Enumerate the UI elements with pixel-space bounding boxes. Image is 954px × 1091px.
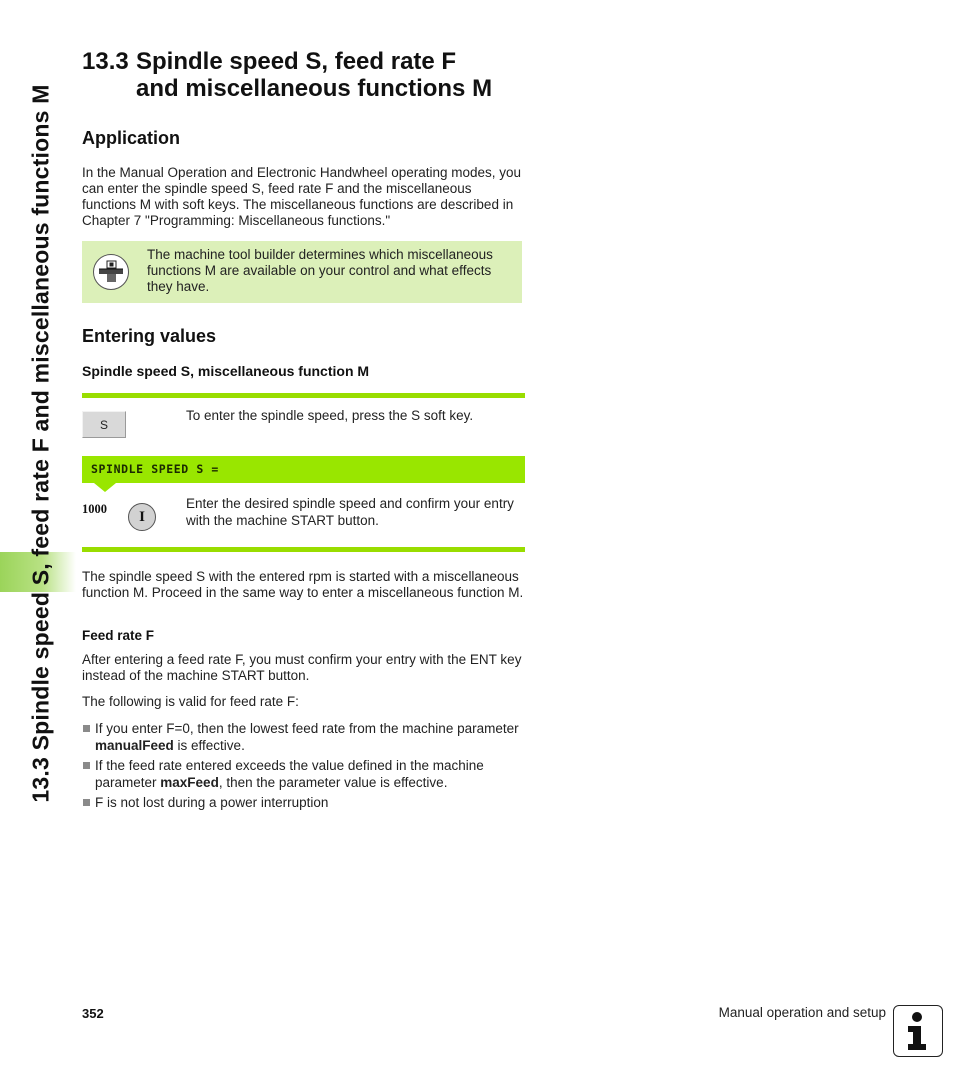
list-item: F is not lost during a power interruption — [82, 794, 527, 811]
list-item: If the feed rate entered exceeds the value defined in the machine parameter maxFeed, then the parameter value is effective. — [82, 757, 527, 791]
table-top-rule — [82, 393, 525, 398]
feed-rate-heading: Feed rate F — [82, 628, 155, 643]
s-softkey[interactable]: S — [82, 411, 126, 438]
application-body: In the Manual Operation and Electronic Handwheel operating modes, you can enter the spindle speed S, feed rate F and the miscellaneous functions M with soft keys. The miscellaneous functions are described in Chapter 7 "Programming: Miscellaneous functions." — [82, 165, 522, 228]
entering-values-heading: Entering values — [82, 326, 217, 346]
spindle-subheading: Spindle speed S, miscellaneous function M — [82, 363, 370, 379]
footer-section-title: Manual operation and setup — [718, 1005, 886, 1020]
section-number: 13.3 — [82, 48, 129, 75]
step-1-text: To enter the spindle speed, press the S soft key. — [186, 408, 474, 423]
page-title — [82, 48, 492, 102]
manufacturer-note — [82, 241, 522, 303]
bullet-square-icon — [83, 725, 90, 732]
spindle-value: 1000 — [82, 502, 107, 516]
bullet-square-icon — [83, 799, 90, 806]
feed-rate-valid: The following is valid for feed rate F: — [82, 694, 299, 709]
note-text: The machine tool builder determines which miscellaneous functions M are available on your control and what effects they have. — [147, 247, 493, 294]
page-number: 352 — [82, 1006, 104, 1021]
info-icon — [893, 1005, 943, 1057]
bullet-square-icon — [83, 762, 90, 769]
title-line-2: and miscellaneous functions M — [136, 75, 493, 102]
title-line-1: Spindle speed S, feed rate F — [136, 48, 457, 75]
side-chapter-title: 13.3 Spindle speed S, feed rate F and miscellaneous functions M — [27, 83, 54, 803]
list-item: If you enter F=0, then the lowest feed rate from the machine parameter manualFeed is effective. — [82, 720, 527, 754]
feed-rate-body: After entering a feed rate F, you must confirm your entry with the ENT key instead of the machine START button. — [82, 652, 522, 683]
dialog-prompt-text: SPINDLE SPEED S = — [91, 462, 219, 476]
dialog-arrow-icon — [94, 483, 116, 492]
application-heading: Application — [82, 128, 180, 148]
feed-rate-list — [82, 720, 527, 814]
table-bottom-rule — [82, 547, 525, 552]
machine-manual-icon — [93, 254, 129, 290]
dialog-prompt-bar — [82, 456, 525, 483]
step-2-text: Enter the desired spindle speed and confirm your entry with the machine START button. — [186, 496, 514, 528]
start-button-icon[interactable]: I — [128, 503, 156, 531]
spindle-after-text: The spindle speed S with the entered rpm is started with a miscellaneous function M. Proceed in the same way to enter a miscellaneous function M. — [82, 569, 524, 600]
